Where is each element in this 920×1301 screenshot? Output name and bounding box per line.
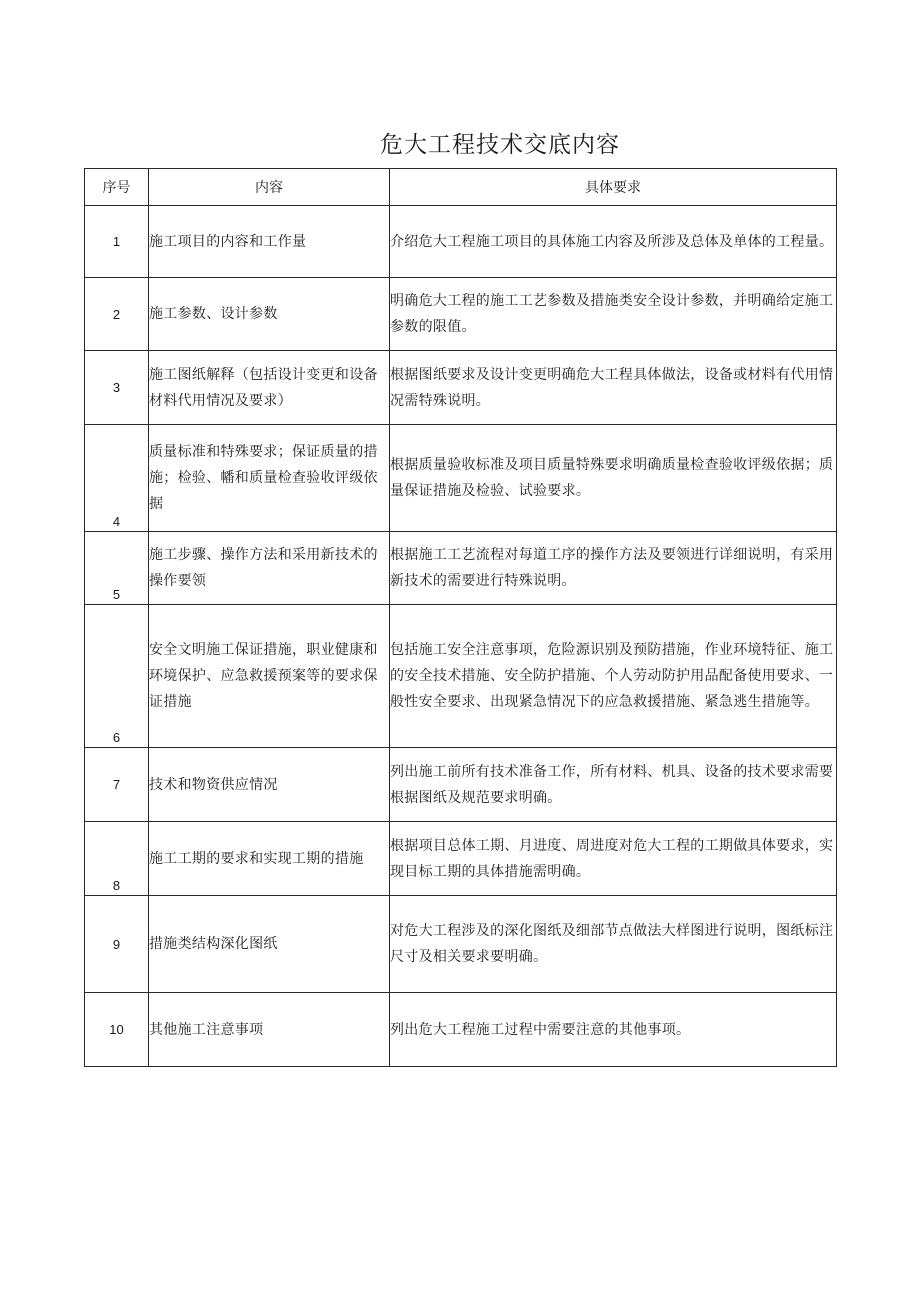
- row-requirement: 明确危大工程的施工工艺参数及措施类安全设计参数，并明确给定施工参数的限值。: [390, 278, 837, 351]
- row-content: 施工项目的内容和工作量: [149, 206, 390, 278]
- row-content: 安全文明施工保证措施，职业健康和环境保护、应急救援预案等的要求保证措施: [149, 605, 390, 748]
- row-requirement: 包括施工安全注意事项，危险源识别及预防措施，作业环境特征、施工的安全技术措施、安全防护措施、个人劳动防护用品配备使用要求、一般性安全要求、出现紧急情况下的应急救援措施、紧急逃生措施等。: [390, 605, 837, 748]
- row-number: 3: [85, 351, 149, 425]
- table-row: [85, 993, 837, 1067]
- row-requirement: 列出危大工程施工过程中需要注意的其他事项。: [390, 993, 837, 1067]
- row-requirement: 根据图纸要求及设计变更明确危大工程具体做法，设备或材料有代用情况需特殊说明。: [390, 351, 837, 425]
- header-content: 内容: [149, 169, 390, 206]
- row-requirement: 根据施工工艺流程对每道工序的操作方法及要领进行详细说明，有采用新技术的需要进行特殊说明。: [390, 532, 837, 605]
- row-number: 7: [85, 748, 149, 822]
- row-requirement: 介绍危大工程施工项目的具体施工内容及所涉及总体及单体的工程量。: [390, 206, 837, 278]
- row-requirement: 列出施工前所有技术准备工作，所有材料、机具、设备的技术要求需要根据图纸及规范要求明确。: [390, 748, 837, 822]
- table-row: [85, 351, 837, 425]
- row-number: 4: [85, 425, 149, 532]
- table-row: [85, 278, 837, 351]
- row-number: 1: [85, 206, 149, 278]
- row-requirement: 根据项目总体工期、月进度、周进度对危大工程的工期做具体要求，实现目标工期的具体措施需明确。: [390, 822, 837, 896]
- table-row: [85, 425, 837, 532]
- table-row: [85, 822, 837, 896]
- row-content: 施工参数、设计参数: [149, 278, 390, 351]
- table-row: [85, 896, 837, 993]
- table-header-row: [85, 169, 837, 206]
- row-content: 质量标准和特殊要求；保证质量的措施；检验、幡和质量检查验收评级依据: [149, 425, 390, 532]
- disclosure-table: [84, 168, 837, 1067]
- row-number: 5: [85, 532, 149, 605]
- row-number: 6: [85, 605, 149, 748]
- table-row: [85, 748, 837, 822]
- row-content: 技术和物资供应情况: [149, 748, 390, 822]
- row-number: 10: [85, 993, 149, 1067]
- table-row: [85, 206, 837, 278]
- row-requirement: 根据质量验收标准及项目质量特殊要求明确质量检查验收评级依据；质量保证措施及检验、试验要求。: [390, 425, 837, 532]
- header-no: 序号: [85, 169, 149, 206]
- row-content: 施工图纸解释（包括设计变更和设备材料代用情况及要求）: [149, 351, 390, 425]
- row-number: 9: [85, 896, 149, 993]
- row-number: 2: [85, 278, 149, 351]
- row-content: 其他施工注意事项: [149, 993, 390, 1067]
- table-row: [85, 605, 837, 748]
- row-content: 施工步骤、操作方法和采用新技术的操作要领: [149, 532, 390, 605]
- row-number: 8: [85, 822, 149, 896]
- header-requirement: 具体要求: [390, 169, 837, 206]
- row-content: 施工工期的要求和实现工期的措施: [149, 822, 390, 896]
- row-content: 措施类结构深化图纸: [149, 896, 390, 993]
- row-requirement: 对危大工程涉及的深化图纸及细部节点做法大样图进行说明，图纸标注尺寸及相关要求要明确。: [390, 896, 837, 993]
- table-row: [85, 532, 837, 605]
- document-title: 危大工程技术交底内容: [380, 132, 620, 158]
